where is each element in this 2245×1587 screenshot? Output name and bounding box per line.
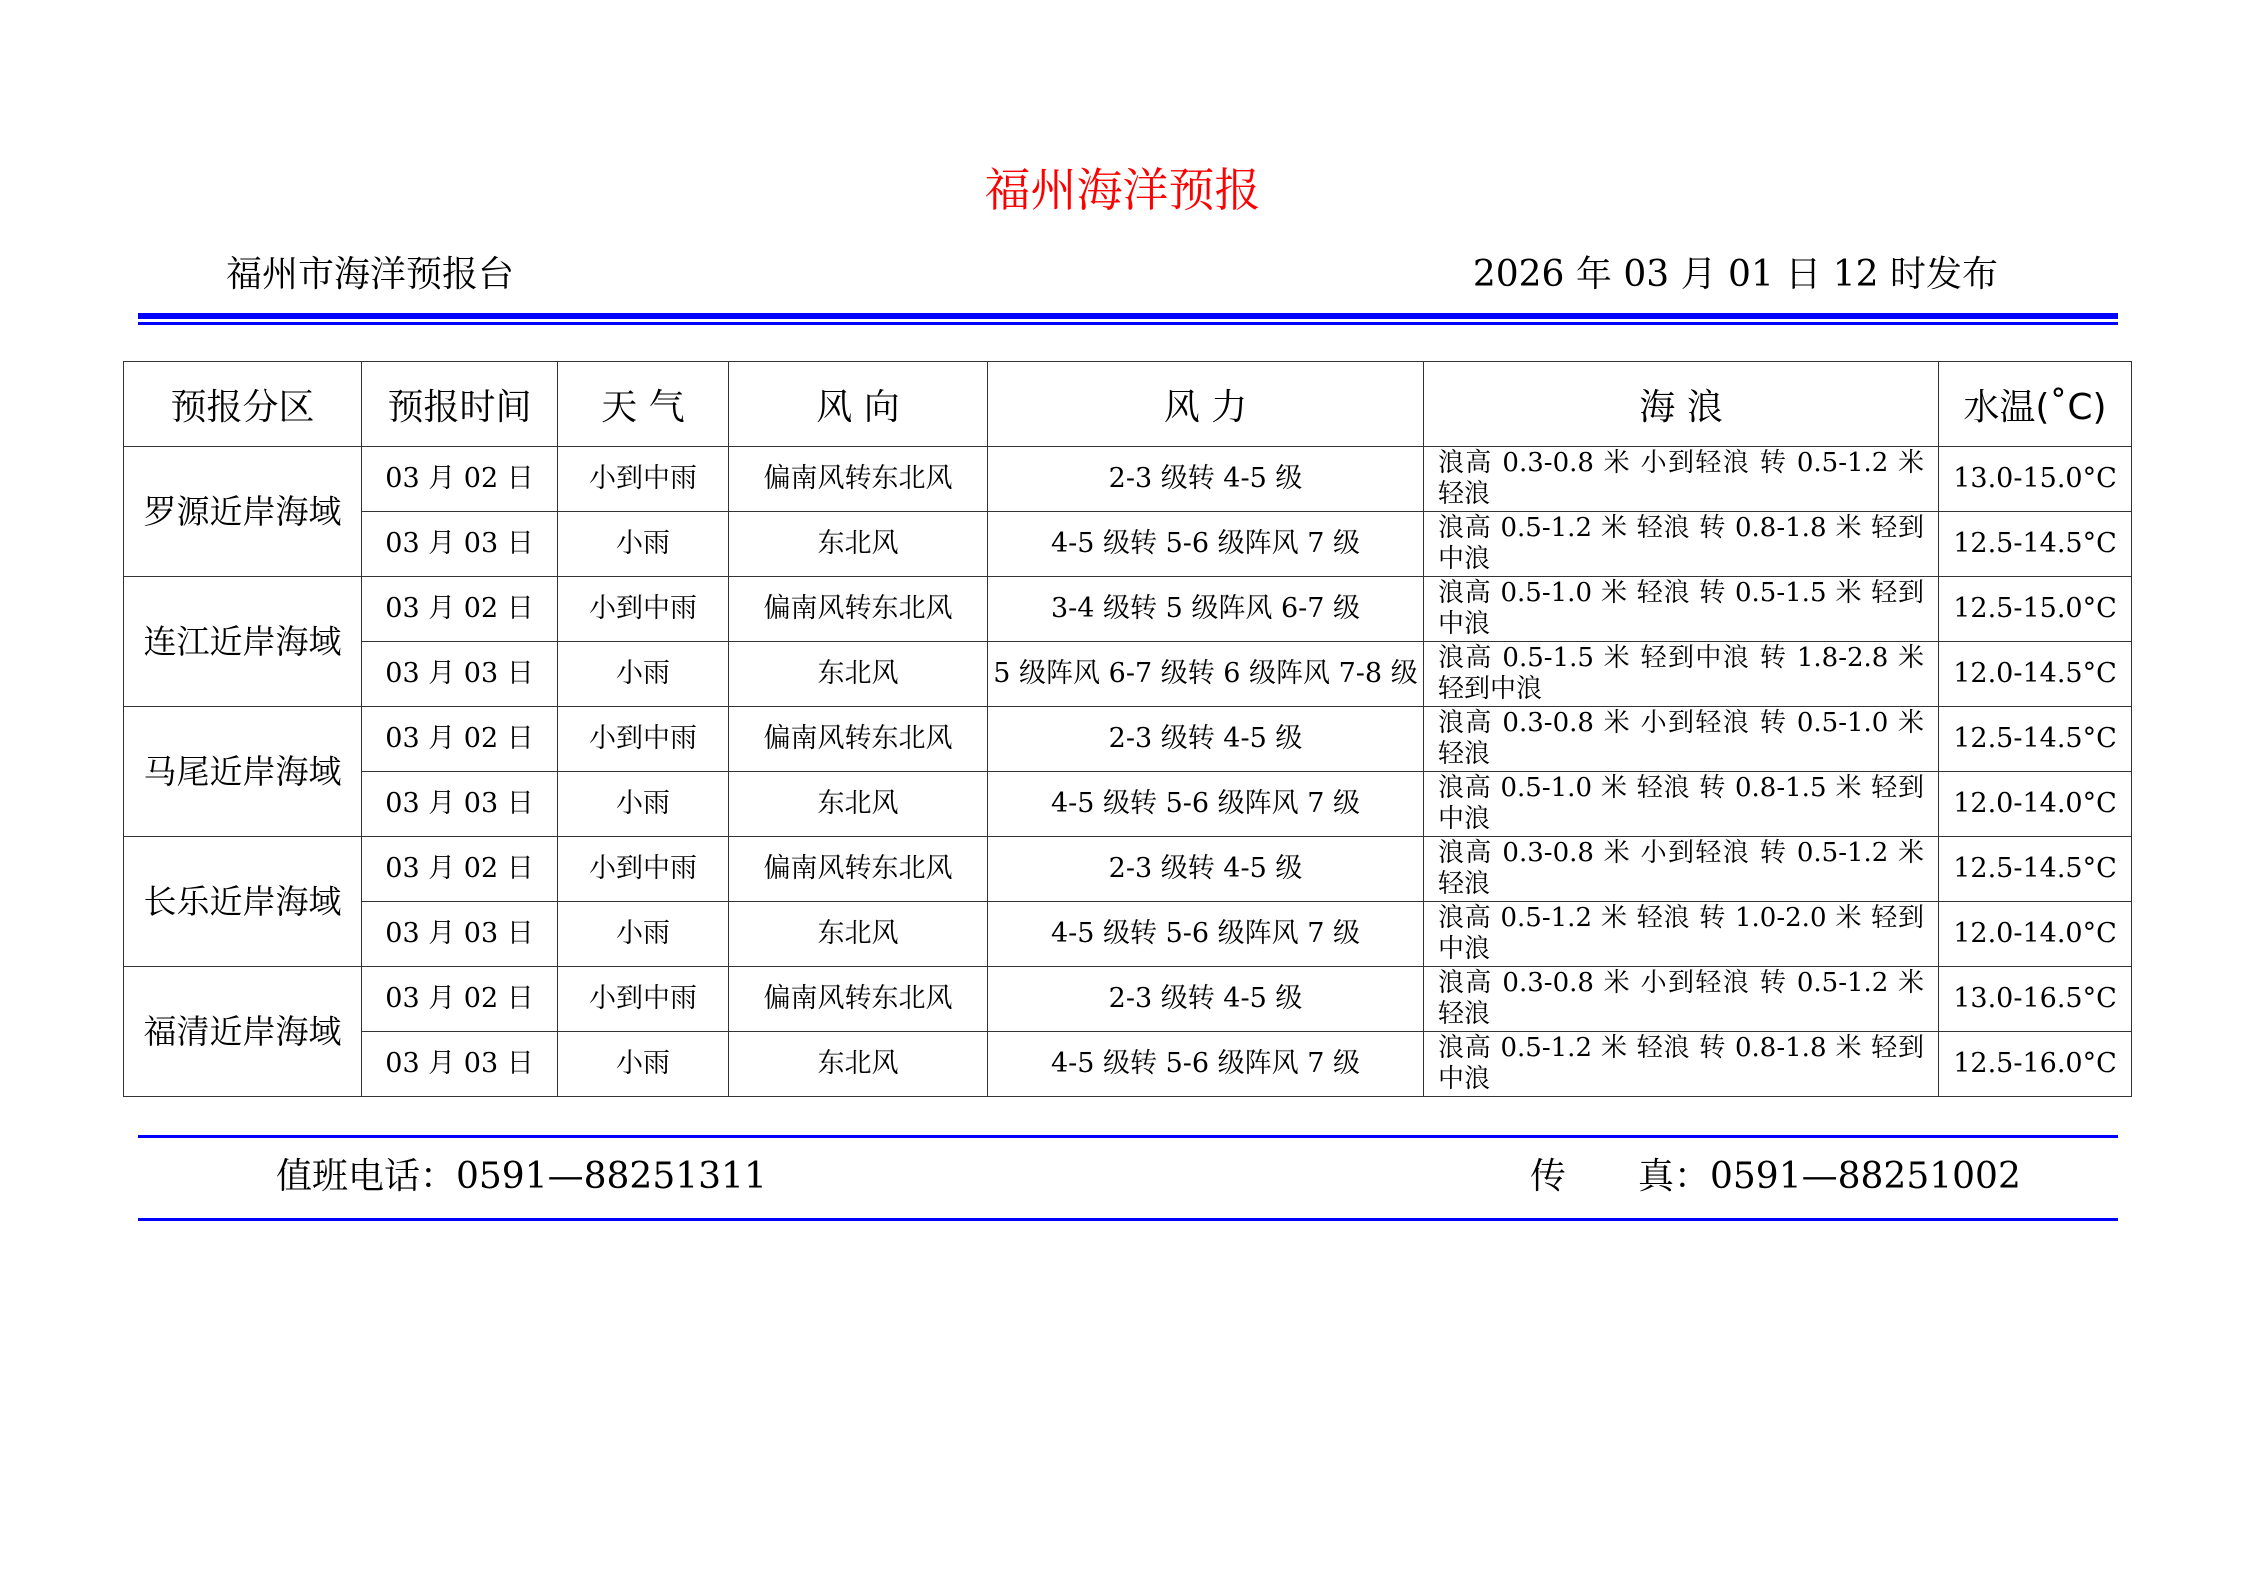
weather-cell: 小雨 [558,512,729,577]
header-time: 预报时间 [362,362,558,447]
wave-cell: 浪高 0.3-0.8 米 小到轻浪 转 0.5-1.2 米 轻浪 [1424,837,1939,902]
water-temp-cell: 12.0-14.0°C [1939,902,2132,967]
zone-name: 马尾近岸海域 [124,707,362,837]
weather-cell: 小到中雨 [558,577,729,642]
wave-cell: 浪高 0.3-0.8 米 小到轻浪 转 0.5-1.0 米 轻浪 [1424,707,1939,772]
wind-direction-cell: 偏南风转东北风 [729,447,988,512]
table-row [124,837,2132,902]
weather-cell: 小雨 [558,902,729,967]
wave-cell: 浪高 0.3-0.8 米 小到轻浪 转 0.5-1.2 米 轻浪 [1424,967,1939,1032]
water-temp-cell: 12.5-14.5°C [1939,837,2132,902]
table-row [124,577,2132,642]
wind-force-cell: 2-3 级转 4-5 级 [988,447,1424,512]
wind-direction-cell: 偏南风转东北风 [729,577,988,642]
wind-direction-cell: 偏南风转东北风 [729,707,988,772]
wave-cell: 浪高 0.5-1.5 米 轻到中浪 转 1.8-2.8 米 轻到中浪 [1424,642,1939,707]
water-temp-cell: 12.0-14.0°C [1939,772,2132,837]
wind-direction-cell: 东北风 [729,642,988,707]
zone-name: 罗源近岸海域 [124,447,362,577]
water-temp-cell: 13.0-15.0°C [1939,447,2132,512]
weather-cell: 小雨 [558,642,729,707]
table-row [124,772,2132,837]
table-row [124,512,2132,577]
forecast-date: 03 月 02 日 [362,577,558,642]
water-temp-cell: 12.5-16.0°C [1939,1032,2132,1097]
table-row [124,902,2132,967]
wave-cell: 浪高 0.5-1.2 米 轻浪 转 1.0-2.0 米 轻到中浪 [1424,902,1939,967]
water-temp-cell: 12.5-14.5°C [1939,707,2132,772]
header-wind-force: 风 力 [988,362,1424,447]
wind-force-cell: 5 级阵风 6-7 级转 6 级阵风 7-8 级 [988,642,1424,707]
forecast-date: 03 月 02 日 [362,837,558,902]
footer-rule-bottom [138,1218,2118,1221]
table-header-row [124,362,2132,447]
header-rule-thick [138,313,2118,319]
table-row [124,447,2132,512]
wind-force-cell: 4-5 级转 5-6 级阵风 7 级 [988,1032,1424,1097]
issuer-name: 福州市海洋预报台 [226,254,515,295]
table-row [124,967,2132,1032]
weather-cell: 小到中雨 [558,707,729,772]
wind-direction-cell: 东北风 [729,772,988,837]
wave-cell: 浪高 0.5-1.0 米 轻浪 转 0.8-1.5 米 轻到中浪 [1424,772,1939,837]
issue-time: 2026 年 03 月 01 日 12 时发布 [1472,254,1998,295]
fax-number: 传 真：0591—88251002 [1530,1156,2021,1197]
wave-cell: 浪高 0.5-1.0 米 轻浪 转 0.5-1.5 米 轻到中浪 [1424,577,1939,642]
forecast-date: 03 月 02 日 [362,707,558,772]
table-row [124,642,2132,707]
footer-rule-top [138,1135,2118,1138]
wind-force-cell: 2-3 级转 4-5 级 [988,967,1424,1032]
weather-cell: 小雨 [558,772,729,837]
wind-force-cell: 2-3 级转 4-5 级 [988,707,1424,772]
water-temp-cell: 13.0-16.5°C [1939,967,2132,1032]
weather-cell: 小到中雨 [558,967,729,1032]
header-weather: 天 气 [558,362,729,447]
header-wind-direction: 风 向 [729,362,988,447]
forecast-date: 03 月 03 日 [362,1032,558,1097]
water-temp-cell: 12.0-14.5°C [1939,642,2132,707]
wind-force-cell: 2-3 级转 4-5 级 [988,837,1424,902]
forecast-table [123,361,2132,1097]
document-title: 福州海洋预报 [984,163,1261,217]
wave-cell: 浪高 0.3-0.8 米 小到轻浪 转 0.5-1.2 米 轻浪 [1424,447,1939,512]
forecast-date: 03 月 03 日 [362,772,558,837]
table-row [124,707,2132,772]
wave-cell: 浪高 0.5-1.2 米 轻浪 转 0.8-1.8 米 轻到中浪 [1424,1032,1939,1097]
weather-cell: 小到中雨 [558,447,729,512]
wind-direction-cell: 东北风 [729,902,988,967]
header-water-temp: 水温(˚C) [1939,362,2132,447]
duty-phone: 值班电话：0591—88251311 [276,1156,767,1197]
header-wave: 海 浪 [1424,362,1939,447]
wind-direction-cell: 东北风 [729,1032,988,1097]
forecast-date: 03 月 02 日 [362,967,558,1032]
wind-force-cell: 4-5 级转 5-6 级阵风 7 级 [988,512,1424,577]
forecast-date: 03 月 03 日 [362,512,558,577]
zone-name: 连江近岸海域 [124,577,362,707]
forecast-date: 03 月 03 日 [362,642,558,707]
wind-direction-cell: 偏南风转东北风 [729,837,988,902]
header-rule-thin [138,322,2118,325]
wind-direction-cell: 东北风 [729,512,988,577]
weather-cell: 小到中雨 [558,837,729,902]
wind-force-cell: 3-4 级转 5 级阵风 6-7 级 [988,577,1424,642]
table-row [124,1032,2132,1097]
wind-direction-cell: 偏南风转东北风 [729,967,988,1032]
water-temp-cell: 12.5-14.5°C [1939,512,2132,577]
wind-force-cell: 4-5 级转 5-6 级阵风 7 级 [988,902,1424,967]
zone-name: 福清近岸海域 [124,967,362,1097]
forecast-date: 03 月 03 日 [362,902,558,967]
wave-cell: 浪高 0.5-1.2 米 轻浪 转 0.8-1.8 米 轻到中浪 [1424,512,1939,577]
zone-name: 长乐近岸海域 [124,837,362,967]
wind-force-cell: 4-5 级转 5-6 级阵风 7 级 [988,772,1424,837]
water-temp-cell: 12.5-15.0°C [1939,577,2132,642]
header-zone: 预报分区 [124,362,362,447]
forecast-date: 03 月 02 日 [362,447,558,512]
weather-cell: 小雨 [558,1032,729,1097]
